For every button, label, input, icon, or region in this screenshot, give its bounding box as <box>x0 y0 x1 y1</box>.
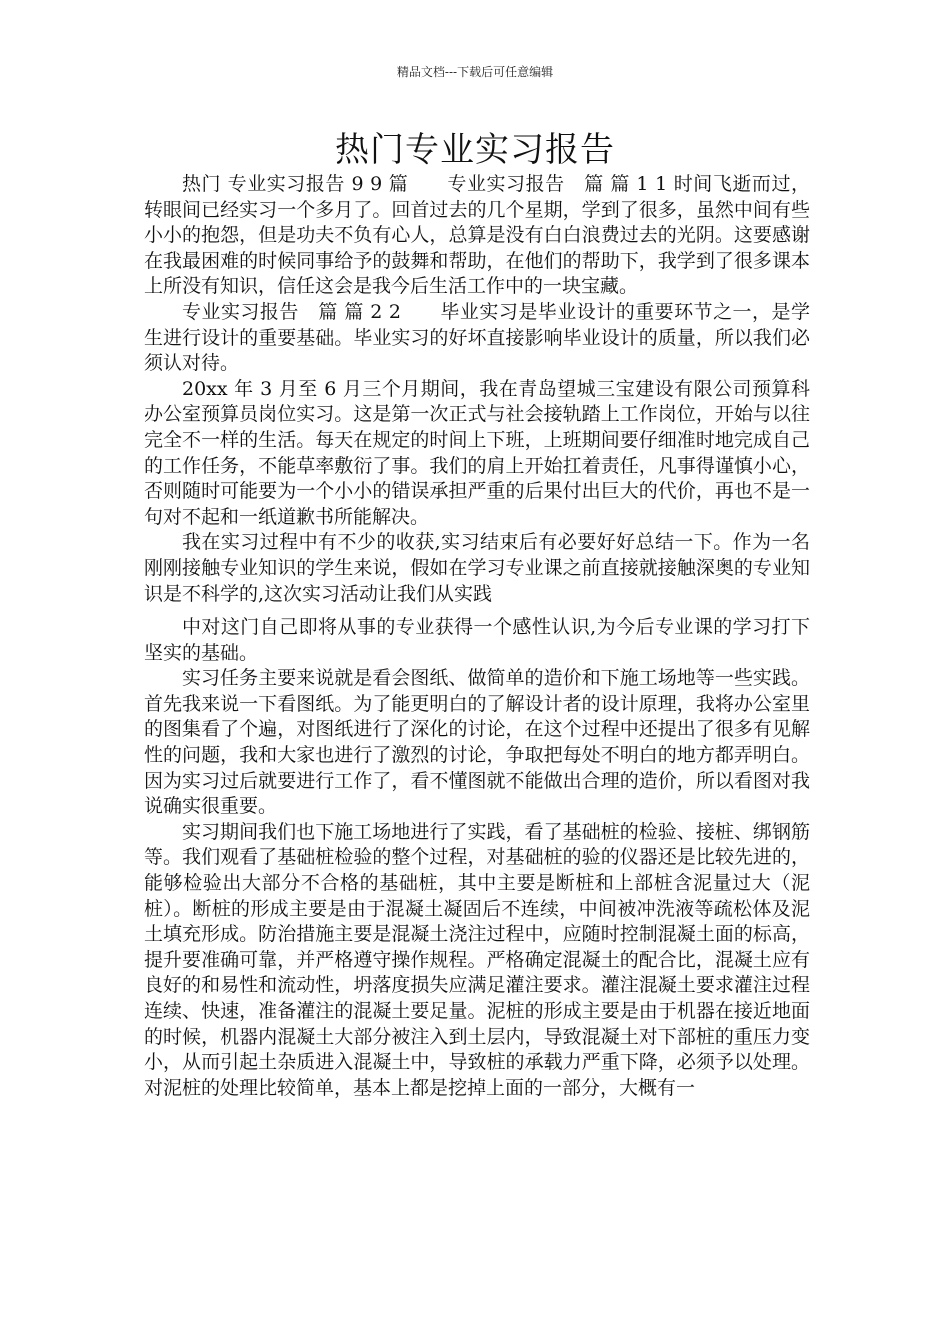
paragraph-3: 20xx 年 3 月至 6 月三个月期间，我在青岛望城三宝建设有限公司预算科办公室预算员岗位实习。这是第一次正式与社会接轨踏上工作岗位，开始与以往完全不一样的生活。每天在规定的时间上下班，上班期间要仔细准时地完成自己的工作任务，不能草率敷衍了事。我们的肩上开始扛着责任，凡事得谨慎小心，否则随时可能要为一个小小的错误承担严重的后果付出巨大的代价，再也不是一句对不起和一纸道歉书所能解决。 <box>144 377 810 528</box>
paragraph-2: 专业实习报告 篇 篇 2 2 毕业实习是毕业设计的重要环节之一，是学生进行设计的重要基础。毕业实习的好坏直接影响毕业设计的质量，所以我们必须认对待。 <box>144 300 810 375</box>
paragraph-5: 中对这门自己即将从事的专业获得一个感性认识,为今后专业课的学习打下坚实的基础。 <box>144 616 810 664</box>
document-title: 热门专业实习报告 <box>335 130 615 170</box>
page-header: 精品文档---下载后可任意编辑 <box>396 65 554 79</box>
paragraph-7: 实习期间我们也下施工场地进行了实践，看了基础桩的检验、接桩、绑钢筋等。我们观看了基础桩检验的整个过程，对基础桩的验的仪器还是比较先进的，能够检验出大部分不合格的基础桩，其中主要是断桩和上部桩含泥量过大（泥桩）。断桩的形成主要是由于混凝土凝固后不连续，中间被冲洗液等疏松体及泥土填充形成。防治措施主要是混凝土浇注过程中，应随时控制混凝土面的标高，提升要准确可靠，并严格遵守操作规程。严格确定混凝土的配合比，混凝土应有良好的和易性和流动性，坍落度损失应满足灌注要求。灌注混凝土要求灌注过程连续、快速，准备灌注的混凝土要足量。泥桩的形成主要是由于机器在接近地面的时候，机器内混凝土大部分被注入到土层内，导致混凝土对下部桩的重压力变小，从而引起土杂质进入混凝土中，导致桩的承载力严重下降，必须予以处理。对泥桩的处理比较简单，基本上都是挖掉上面的一部分，大概有一 <box>144 820 810 1099</box>
paragraph-4: 我在实习过程中有不少的收获,实习结束后有必要好好总结一下。作为一名刚刚接触专业知识的学生来说，假如在学习专业课之前直接就接触深奥的专业知识是不科学的,这次实习活动让我们从实践 <box>144 531 810 605</box>
document-body <box>144 172 810 1101</box>
paragraph-1: 热门 专业实习报告 9 9 篇 专业实习报告 篇 篇 1 1 时间飞逝而过，转眼间已经实习一个多月了。回首过去的几个星期，学到了很多，虽然中间有些小小的抱怨，但是功夫不负有心人，总算是没有白白浪费过去的光阴。这要感谢在我最困难的时候同事给予的鼓舞和帮助，在他们的帮助下，我学到了很多课本上所没有知识，信任这会是我今后生活工作中的一块宝藏。 <box>144 173 810 298</box>
paragraph-6: 实习任务主要来说就是看会图纸、做简单的造价和下施工场地等一些实践。首先我来说一下看图纸。为了能更明白的了解设计者的设计原理，我将办公室里的图集看了个遍，对图纸进行了深化的讨论，在这个过程中还提出了很多有见解性的问题，我和大家也进行了激烈的讨论，争取把每处不明白的地方都弄明白。因为实习过后就要进行工作了，看不懂图就不能做出合理的造价，所以看图对我说确实很重要。 <box>144 667 810 818</box>
